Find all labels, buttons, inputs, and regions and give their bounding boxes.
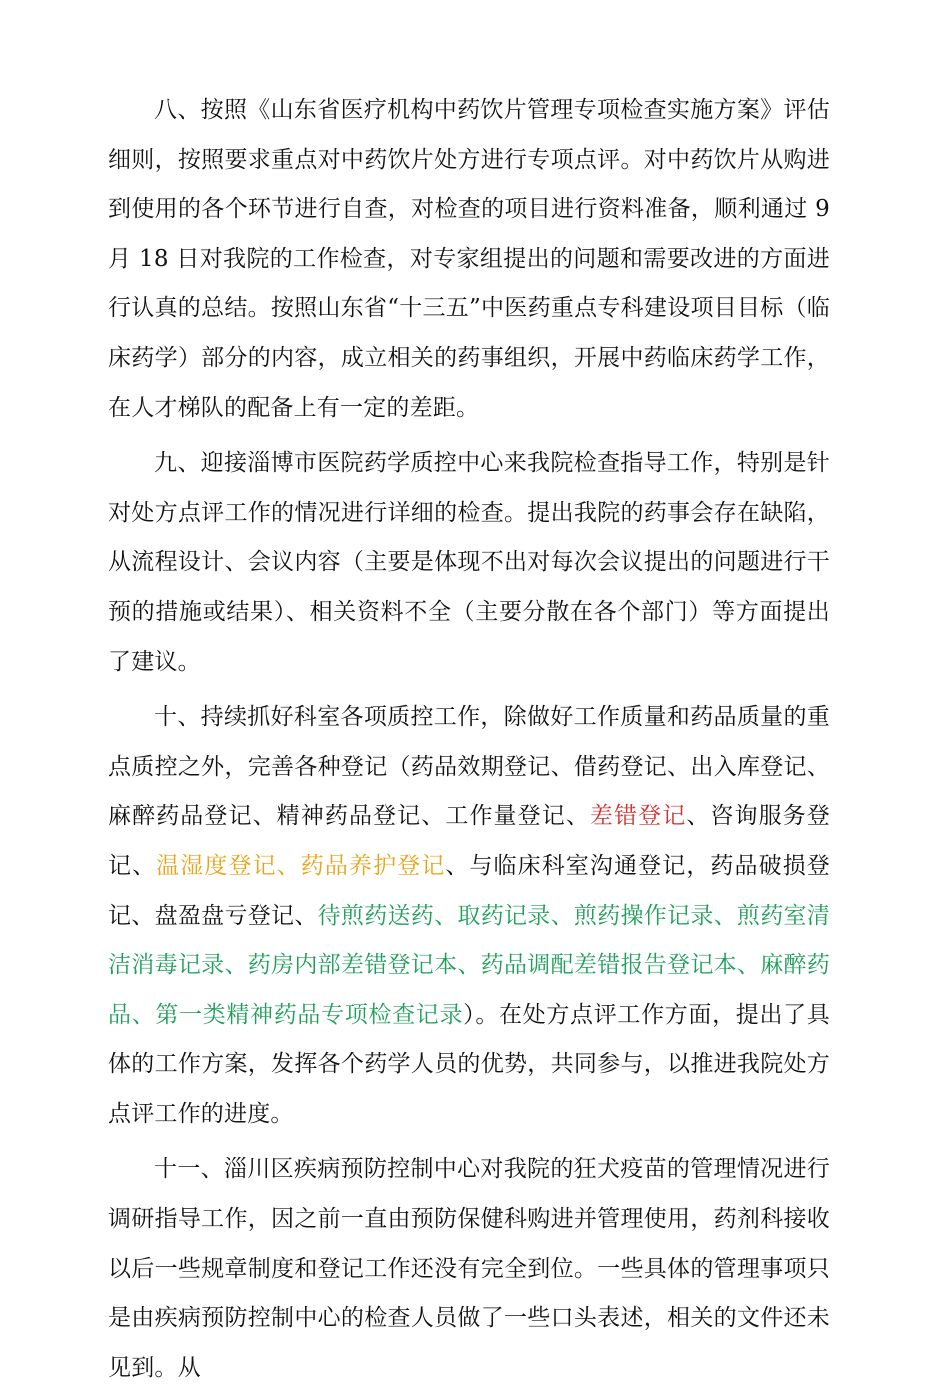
paragraph-10-text-1: 十、持续抓好科室各项质控工作，除做好工作质量和药品质量的重点质控之外，完善各种登记（药品效期登记、借药登记、出入库登记、麻醉药品登记、精神药品登记、工作量登记、	[108, 704, 830, 830]
decoction-records-highlight: 待煎药送药、取药记录、煎药操作记录、煎药室清洁消毒记录、药房内部差错登记本、药品调配差错报告登记本、麻醉药品、第一类精神药品专项检查记录	[108, 902, 830, 1028]
paragraph-11	[108, 1145, 830, 1393]
error-register-highlight: 差错登记	[589, 803, 687, 830]
paragraph-10-text-2: 、咨询服务登记、	[108, 803, 830, 879]
paragraph-10	[108, 693, 830, 1139]
paragraph-11-text: 十一、淄川区疾病预防控制中心对我院的狂犬疫苗的管理情况进行调研指导工作，因之前一直由预防保健科购进并管理使用，药剂科接收以后一些规章制度和登记工作还没有完全到位。一些具体的管理事项只是由疾病预防控制中心的检查人员做了一些口头表述，相关的文件还未见到。从	[108, 1156, 830, 1381]
paragraph-10-text-3: 、与临床科室沟通登记，药品破损登记、盘盈盘亏登记、	[108, 852, 830, 929]
document-body	[108, 86, 830, 1393]
paragraph-9	[108, 439, 830, 687]
paragraph-8	[108, 86, 830, 433]
paragraph-10-text-4: ）。在处方点评工作方面，提出了具体的工作方案，发挥各个药学人员的优势，共同参与，以推进我院处方点评工作的进度。	[108, 1001, 831, 1127]
paragraph-9-text: 九、迎接淄博市医院药学质控中心来我院检查指导工作，特别是针对处方点评工作的情况进行详细的检查。提出我院的药事会存在缺陷，从流程设计、会议内容（主要是体现不出对每次会议提出的问题进行干预的措施或结果）、相关资料不全（主要分散在各个部门）等方面提出了建议。	[108, 450, 830, 675]
humidity-maintenance-highlight: 温湿度登记、药品养护登记	[156, 852, 446, 879]
paragraph-8-text: 八、按照《山东省医疗机构中药饮片管理专项检查实施方案》评估细则，按照要求重点对中药饮片处方进行专项点评。对中药饮片从购进到使用的各个环节进行自查，对检查的项目进行资料准备，顺利通过 9 月 18 日对我院的工作检查，对专家组提出的问题和需要改进的方面进行认真的总结。按照山东省“十三五”中医药重点专科建设项目目标（临床药学）部分的内容，成立相关的药事组织，开展中药临床药学工作，在人才梯队的配备上有一定的差距。	[108, 97, 830, 421]
